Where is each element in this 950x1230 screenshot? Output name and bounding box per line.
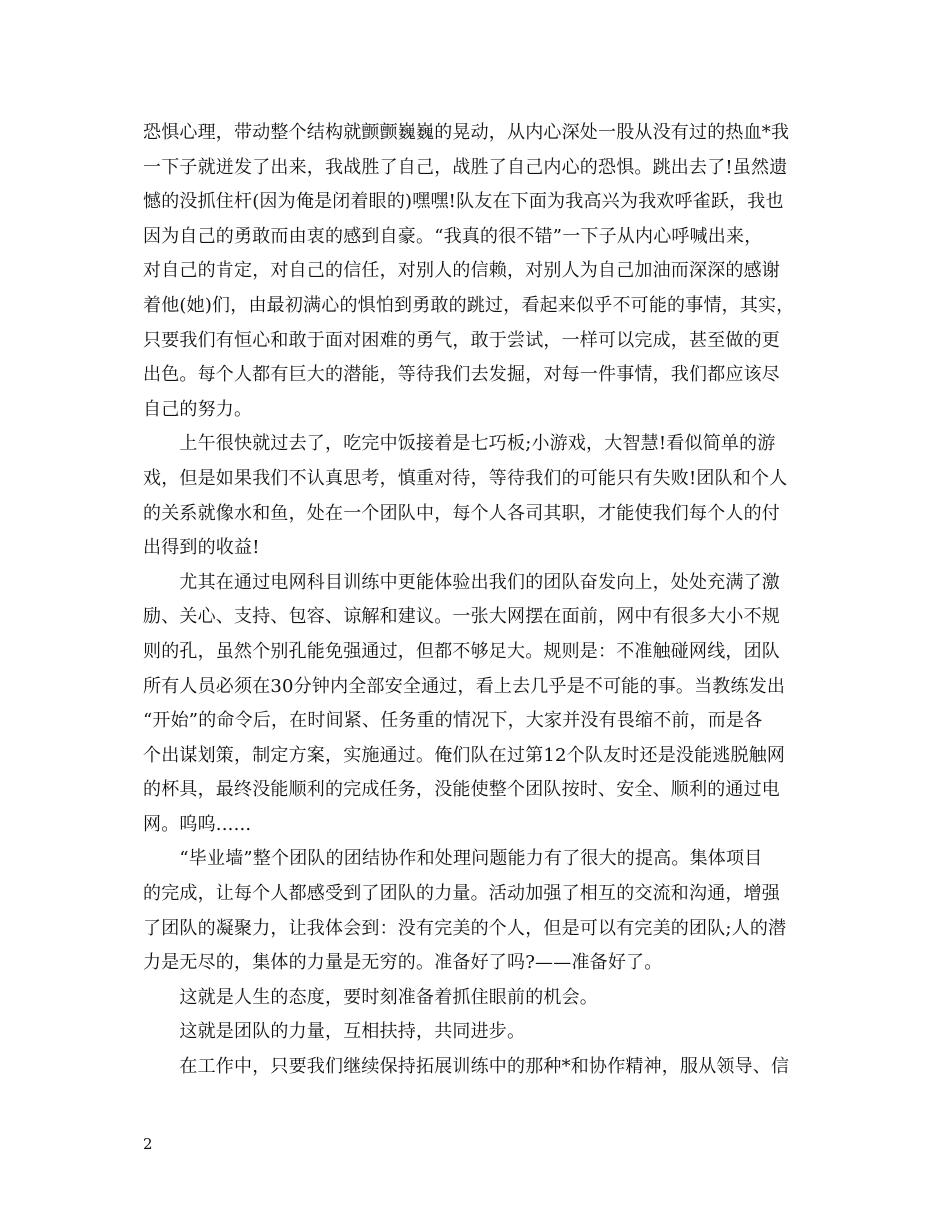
text-line: 只要我们有恒心和敢于面对困难的勇气，敢于尝试，一样可以完成，甚至做的更 [143,329,780,351]
text-line: 这就是人生的态度，要时刻准备着抓住眼前的机会。 [143,986,598,1008]
text-line: 尤其在通过电网科目训练中更能体验出我们的团队奋发向上，处处充满了激 [143,571,780,593]
page-number: 2 [143,1135,153,1153]
text-line: 这就是团队的力量，互相扶持，共同进步。 [143,1021,526,1043]
text-line: 的关系就像水和鱼，处在一个团队中，每个人各司其职，才能使我们每个人的付 [143,502,780,524]
text-line: 个出谋划策，制定方案，实施通过。俺们队在过第12个队友时还是没能逃脱触网 [143,744,786,766]
text-line: 力是无尽的，集体的力量是无穷的。准备好了吗?——准备好了。 [143,952,663,974]
text-line: 憾的没抓住杆(因为俺是闭着眼的)嘿嘿!队友在下面为我高兴为我欢呼雀跃，我也 [143,191,784,213]
text-line: 的杯具，最终没能顺利的完成任务，没能使整个团队按时、安全、顺利的通过电 [143,779,780,801]
text-line: 了团队的凝聚力，让我体会到：没有完美的个人，但是可以有完美的团队;人的潜 [143,917,787,939]
text-line: 一下子就迸发了出来，我战胜了自己，战胜了自己内心的恐惧。跳出去了!虽然遗 [143,156,788,178]
text-line: 出得到的收益! [143,537,260,559]
text-line: 因为自己的勇敢而由衷的感到自豪。“我真的很不错”一下子从内心呼喊出来， [143,225,763,247]
text-line: 则的孔，虽然个别孔能免强通过，但都不够足大。规则是：不准触碰网线，团队 [143,640,780,662]
text-line: 着他(她)们，由最初满心的惧怕到勇敢的跳过，看起来似乎不可能的事情，其实， [143,294,795,316]
text-line: 所有人员必须在30分钟内全部安全通过，看上去几乎是不可能的事。当教练发出 [143,675,786,697]
text-line: 励、关心、支持、包容、谅解和建议。一张大网摆在面前，网中有很多大小不规 [143,606,780,628]
text-line: 戏，但是如果我们不认真思考，慎重对待，等待我们的可能只有失败!团队和个人 [143,467,788,489]
text-line: 恐惧心理，带动整个结构就颤颤巍巍的晃动，从内心深处一股从没有过的热血*我 [143,122,790,143]
text-line: “开始”的命令后，在时间紧、任务重的情况下，大家并没有畏缩不前，而是各 [143,710,763,732]
text-line: 在工作中，只要我们继续保持拓展训练中的那种*和协作精神，服从领导、信 [143,1056,790,1078]
text-line: “毕业墙”整个团队的团结协作和处理问题能力有了很大的提高。集体项目 [143,848,763,870]
text-line: 的完成，让每个人都感受到了团队的力量。活动加强了相互的交流和沟通，增强 [143,883,780,905]
text-line: 自己的努力。 [143,398,253,420]
text-line: 对自己的肯定，对自己的信任，对别人的信赖，对别人为自己加油而深深的感谢 [143,260,780,282]
body-text [143,116,803,1085]
text-line: 上午很快就过去了，吃完中饭接着是七巧板;小游戏，大智慧!看似简单的游 [143,433,776,455]
text-line: 网。呜呜...... [143,813,252,835]
text-line: 出色。每个人都有巨大的潜能，等待我们去发掘，对每一件事情，我们都应该尽 [143,364,780,386]
